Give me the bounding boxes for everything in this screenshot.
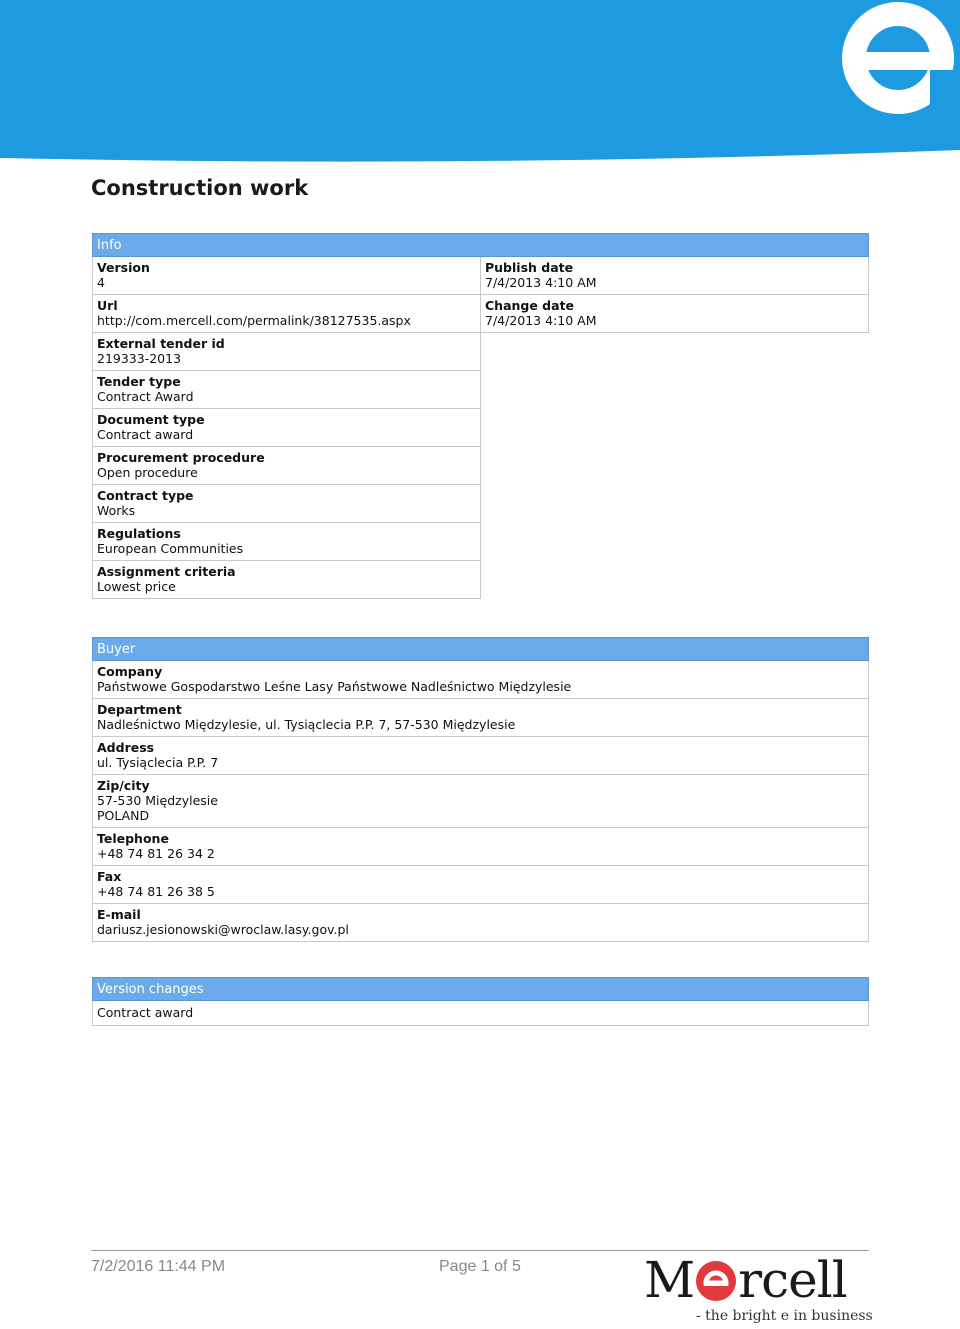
regulations-field (92, 523, 481, 561)
page-title: Construction work (91, 176, 309, 200)
company-field (92, 661, 869, 699)
change-date-field (480, 295, 869, 333)
field-value: 57-530 Międzylesie (97, 793, 218, 808)
info-left-column (92, 257, 481, 599)
version-changes-header: Version changes (92, 977, 869, 1001)
field-label: Telephone (97, 831, 169, 846)
field-label: Document type (97, 412, 205, 427)
field-value: Nadleśnictwo Międzylesie, ul. Tysiąclecia P.P. 7, 57-530 Międzylesie (97, 717, 516, 732)
email-link[interactable]: dariusz.jesionowski@wroclaw.lasy.gov.pl (97, 922, 349, 937)
field-label: Zip/city (97, 778, 150, 793)
field-value: Lowest price (97, 579, 176, 594)
info-section-header: Info (92, 233, 869, 257)
field-label: Company (97, 664, 163, 679)
field-value: Państwowe Gospodarstwo Leśne Lasy Państwowe Nadleśnictwo Międzylesie (97, 679, 572, 694)
field-value: 219333-2013 (97, 351, 182, 366)
field-value: 7/4/2013 4:10 AM (485, 275, 597, 290)
footer-date: 7/2/2016 11:44 PM (91, 1258, 226, 1275)
address-field (92, 737, 869, 775)
procurement-procedure-field (92, 447, 481, 485)
field-value: +48 74 81 26 34 2 (97, 846, 215, 861)
country-value: POLAND (97, 808, 150, 823)
footer-page-number: Page 1 of 5 (439, 1258, 521, 1275)
field-label: E-mail (97, 907, 141, 922)
zip-city-field (92, 775, 869, 828)
assignment-criteria-field (92, 561, 481, 599)
field-label: Department (97, 702, 182, 717)
field-value: European Communities (97, 541, 244, 556)
info-section (92, 233, 869, 614)
fax-field (92, 866, 869, 904)
field-label: Assignment criteria (97, 564, 236, 579)
field-label: Fax (97, 869, 122, 884)
field-label: Address (97, 740, 155, 755)
mercell-logo (644, 1251, 873, 1329)
field-label: Url (97, 298, 118, 313)
publish-date-field (480, 257, 869, 295)
field-label: Version (97, 260, 150, 275)
external-tender-id-field (92, 333, 481, 371)
logo-e-icon (696, 1261, 736, 1301)
field-value: Contract award (97, 427, 194, 442)
version-field (92, 257, 481, 295)
field-label: Regulations (97, 526, 181, 541)
field-label: Publish date (485, 260, 574, 275)
field-label: External tender id (97, 336, 225, 351)
field-label: Procurement procedure (97, 450, 265, 465)
header-banner (0, 0, 960, 165)
buyer-section-header: Buyer (92, 637, 869, 661)
logo-tagline: - the bright e in business (696, 1308, 873, 1324)
field-value: 4 (97, 275, 105, 290)
field-value: Open procedure (97, 465, 198, 480)
version-changes-section (92, 977, 869, 1026)
document-type-field (92, 409, 481, 447)
logo-text-start: M (644, 1251, 695, 1309)
url-field (92, 295, 481, 333)
field-value: Contract Award (97, 389, 194, 404)
email-field (92, 904, 869, 942)
field-value: 7/4/2013 4:10 AM (485, 313, 597, 328)
tender-type-field (92, 371, 481, 409)
info-right-column (480, 257, 869, 333)
logo-wordmark (644, 1252, 847, 1308)
buyer-section (92, 637, 869, 942)
field-label: Tender type (97, 374, 181, 389)
version-changes-field (92, 1001, 869, 1026)
field-value: +48 74 81 26 38 5 (97, 884, 215, 899)
field-label: Contract type (97, 488, 194, 503)
field-label: Change date (485, 298, 575, 313)
department-field (92, 699, 869, 737)
permalink[interactable]: http://com.mercell.com/permalink/38127535.aspx (97, 313, 411, 328)
field-value: Works (97, 503, 136, 518)
telephone-field (92, 828, 869, 866)
field-value: Contract award (97, 1005, 194, 1020)
contract-type-field (92, 485, 481, 523)
logo-text-end: rcell (738, 1251, 847, 1309)
field-value: ul. Tysiąclecia P.P. 7 (97, 755, 219, 770)
